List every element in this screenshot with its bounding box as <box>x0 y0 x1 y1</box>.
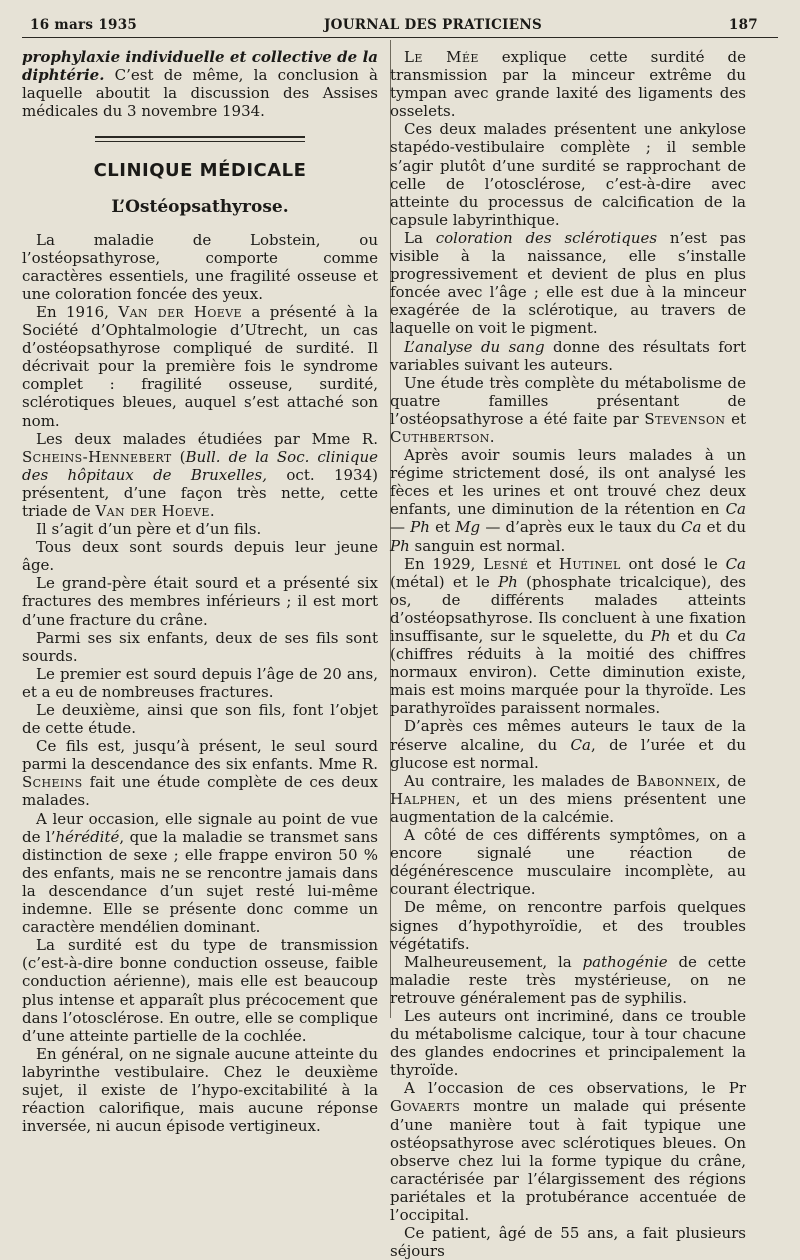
header-rule <box>22 37 778 38</box>
text-run: Une étude très complète du métabolisme de quatre familles présentant de l’ostéopsathyrose a été faite par <box>390 373 746 428</box>
paragraph: Le grand-père était sourd et a présenté six fractures des membres inférieurs ; il est mort d’une fracture du crâne. <box>22 574 378 629</box>
text-run: explique cette surdité de transmission par la minceur extrême du tympan avec grande laxité des ligaments des osselets. <box>390 48 746 121</box>
author-name: Govaerts <box>390 1097 461 1116</box>
paragraph: Le premier est sourd depuis l’âge de 20 ans, et a eu de nombreuses fractures. <box>22 664 378 701</box>
left-column <box>22 48 378 1135</box>
paragraph: Parmi ses six enfants, deux de ses fils sont sourds. <box>22 628 378 665</box>
author-name: Stevenson <box>644 409 726 428</box>
section-title: CLINIQUE MÉDICALE <box>93 160 307 182</box>
chemical-symbol: Ph <box>650 627 671 645</box>
page-header <box>30 14 758 36</box>
emphasis: L’analyse du sang <box>404 337 545 356</box>
text-run: , de l’urée et du glucose est normal. <box>390 735 746 772</box>
paragraph: De même, on rencontre parfois quelques signes d’hypothyroïdie, et des troubles végétatifs. <box>390 898 746 953</box>
emphasis: coloration des sclérotiques <box>435 228 658 247</box>
text-run: , de <box>715 771 746 790</box>
paragraph: Ces deux malades présentent une ankylose stapédo-vestibulaire complète ; il semble s’agir plutôt d’une surdité se rapprochant de celle de l’otosclérose, c’est-à-dire avec atteinte du processus de calcification de la capsule labyrinthique. <box>390 120 746 229</box>
text-run: Les deux malades étudiées par Mme R. <box>36 429 378 448</box>
text-run: a présenté à la Société d’Ophtalmologie d’Utrecht, un cas d’ostéopsathyrose compliqué de surdité. Il décrivait pour la première fois le syndrome complet : fragilité osseuse, surdité, sclérotiques bleues, auquel s’est attaché son nom. <box>22 302 379 430</box>
text-run: (métal) et le <box>390 572 499 591</box>
author-name: Van der Hoeve <box>95 501 210 520</box>
text-run: oct. 1934) présentent, d’une façon très nette, cette triade de <box>22 465 378 520</box>
paragraph: La maladie de Lobstein, ou l’ostéopsathyrose, comporte comme caractères essentiels, une fragilité osseuse et une coloration foncée des yeux. <box>22 230 378 303</box>
paragraph <box>390 374 746 446</box>
chemical-symbol: Ph <box>390 536 410 555</box>
text-run: La <box>404 228 436 247</box>
text-run: Au contraire, les malades de <box>404 771 637 790</box>
text-run: de cette maladie reste très mystérieuse, on ne retrouve généralement pas de syphilis. <box>390 952 746 1007</box>
header-journal-title: JOURNAL DES PRATICIENS <box>323 17 543 33</box>
text-run: En 1929, <box>404 554 484 573</box>
text-run: et <box>528 554 559 573</box>
chemical-symbol: Ph <box>498 572 518 591</box>
text-run: — <box>390 518 411 537</box>
chemical-symbol: Ca <box>570 735 591 754</box>
paragraph <box>390 48 746 120</box>
text-run: D’après ces mêmes auteurs le taux de la réserve alcaline, du <box>390 717 746 754</box>
paragraph <box>390 953 746 1007</box>
emphasis: hérédité <box>55 827 120 846</box>
article-title: L’Ostéopsathyrose. <box>111 197 289 218</box>
text-run: ont dosé le <box>620 554 726 573</box>
emphasis: pathogénie <box>582 952 668 971</box>
text-run: n’est pas visible à la naissance, elle s’installe progressivement et devient de plus en plus foncée avec l’âge ; elle est due à la minceur exagérée de la sclérotique, au travers de laquelle on voit le pigment. <box>390 228 747 338</box>
paragraph <box>390 446 746 555</box>
text-run: et du <box>701 518 746 537</box>
paragraph: A côté de ces différents symptômes, on a encore signalé une réaction de dégénérescence musculaire incomplète, au courant électrique. <box>390 826 746 899</box>
author-name: Babonneix <box>636 771 716 790</box>
header-date: 16 mars 1935 <box>30 17 138 33</box>
author-name: Cuthbertson <box>390 427 490 446</box>
text-run: et du <box>670 627 726 645</box>
paragraph <box>390 1079 746 1224</box>
paragraph: Les auteurs ont incriminé, dans ce trouble du métabolisme calcique, tour à tour chacune des glandes endocrines et principalement la thyroïde. <box>390 1006 746 1080</box>
paragraph <box>22 303 378 430</box>
text-run: , que la maladie se transmet sans distinction de sexe ; elle frappe environ 50 % des enfants, mais ne se rencontre jamais dans la descendance d’un sujet resté lui-même indemne. Elle se présente donc comme un caractère mendélien dominant. <box>22 827 378 937</box>
text-run: sanguin est normal. <box>409 536 566 555</box>
text-run: Ce fils est, jusqu’à présent, le seul sourd parmi la descendance des six enfants. Mme R. <box>22 737 378 774</box>
text-run: et <box>429 518 456 537</box>
author-name: Halphen <box>390 789 456 808</box>
chemical-symbol: Ca <box>725 500 746 519</box>
intro-rest: C’est de même, la conclusion à laquelle aboutit la discussion des Assises médicales du 3 novembre 1934. <box>22 66 378 121</box>
text-run: (phosphate tricalcique), des os, de différents malades atteints d’ostéopsathyrose. Ils concluent à une fixation insuffisante, sur le squelette, du <box>390 572 746 645</box>
right-column <box>390 48 746 1260</box>
text-run: montre un malade qui présente d’une manière tout à fait typique une ostéopsathyrose avec sclérotiques bleues. On observe chez lui la forme typique du crâne, caractérisée par l’élargissement des régions pariétales et la protubérance accentuée de l’occipital. <box>390 1097 746 1224</box>
paragraph <box>22 810 378 937</box>
paragraph: Il s’agit d’un père et d’un fils. <box>36 520 262 539</box>
intro-italic: prophylaxie individuelle et collective de la diphtérie. <box>22 48 378 85</box>
paragraph: Ce patient, âgé de 55 ans, a fait plusieurs séjours <box>390 1224 746 1260</box>
text-run: , et un des miens présentent une augmentation de la calcémie. <box>390 789 746 826</box>
paragraph <box>390 772 746 826</box>
paragraph: Tous deux sont sourds depuis leur jeune âge. <box>22 538 378 575</box>
text-run: fait une étude complète de ces deux malades. <box>22 773 378 810</box>
header-page-number: 187 <box>728 17 758 33</box>
section-separator <box>95 136 305 142</box>
chemical-symbol: Ca <box>725 554 746 573</box>
chemical-symbol: Mg <box>455 518 481 537</box>
paragraph <box>390 229 746 338</box>
author-name: Lesné <box>483 554 529 573</box>
citation: Bull. de la Soc. clinique des hôpitaux de Bruxelles, <box>22 447 378 484</box>
author-name: Le Mée <box>404 48 479 66</box>
chemical-symbol: Ca <box>681 518 702 537</box>
paragraph: La surdité est du type de transmission (c’est-à-dire bonne conduction osseuse, faible conduction aérienne), mais elle est beaucoup plus intense et apparaît plus précocement que dans l’otosclérose. En outre, elle se complique d’une atteinte partielle de la cochlée. <box>22 936 378 1045</box>
author-name: Van der Hoeve <box>118 302 242 321</box>
paragraph <box>390 555 746 718</box>
text-run: ( <box>171 447 186 466</box>
text-run: Malheureusement, la <box>404 952 583 971</box>
chemical-symbol: Ca <box>725 627 746 645</box>
text-run: A l’occasion de ces observations, le Pr <box>404 1079 746 1098</box>
paragraph <box>22 430 378 520</box>
text-run: En 1916, <box>36 302 119 321</box>
text-run: et <box>725 409 746 428</box>
paragraph <box>390 717 746 771</box>
text-run: donne des résultats fort variables suivant les auteurs. <box>390 337 746 374</box>
author-name: Scheins <box>22 773 83 792</box>
paragraph <box>390 338 746 374</box>
chemical-symbol: Ph <box>410 518 430 537</box>
text-run: A leur occasion, elle signale au point de vue de l’ <box>22 809 378 846</box>
text-run: Après avoir soumis leurs malades à un régime strictement dosé, ils ont analysé les fèces et les urines et ont trouvé chez deux enfants, une diminution de la rétention en <box>390 446 746 519</box>
paragraph: Le deuxième, ainsi que son fils, font l’objet de cette étude. <box>22 701 378 738</box>
text-run: . <box>489 427 495 446</box>
author-name: Scheins-Hennebert <box>22 447 172 466</box>
paragraph <box>22 737 378 809</box>
text-run: (chiffres réduits à la moitié des chiffres normaux environ). Cette diminution existe, mais est moins marquée pour la thyroïde. Les parathyroïdes paraissent normales. <box>390 645 746 718</box>
text-run: . <box>209 501 215 520</box>
paragraph: En général, on ne signale aucune atteinte du labyrinthe vestibulaire. Chez le deuxième sujet, il existe de l’hypo-excitabilité à la réaction calorifique, mais aucune réponse inversée, ni aucun épisode vertigineux. <box>22 1044 378 1136</box>
text-run: — d’après eux le taux du <box>480 518 682 537</box>
author-name: Hutinel <box>558 554 621 573</box>
intro-paragraph <box>22 48 378 120</box>
